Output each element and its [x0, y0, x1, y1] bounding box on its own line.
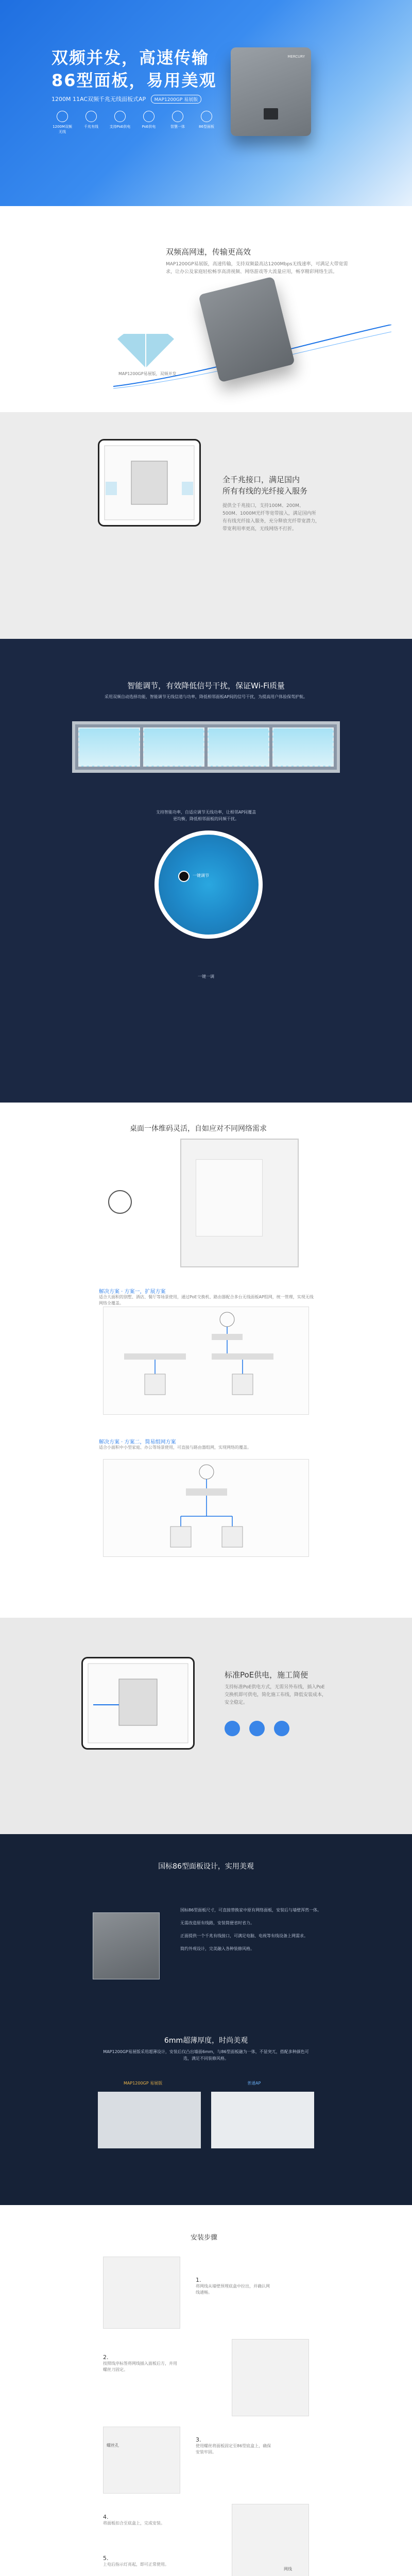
radar-center-icon: [178, 871, 190, 882]
hero-feature: [52, 111, 73, 134]
network-topology-diagram: [104, 1307, 310, 1415]
panel-note: 正面提供一个千兆有线接口，可满足电脑、电视等有线设备上网需求。: [180, 1934, 308, 1938]
step-text: 按照线序标签将网线插入面板后方，并用螺丝刀固定。: [103, 2361, 177, 2372]
install-section: [0, 2205, 412, 2576]
panel-illustration: [196, 1159, 263, 1236]
smart-adjust-bottom-label: 一键一调: [198, 974, 214, 979]
poe-section: [0, 1618, 412, 1834]
gigabit-device-illustration: [98, 439, 201, 527]
device-wall-graphic: [83, 1658, 193, 1748]
room-zone: [143, 727, 205, 767]
compare-label-left: MAP1200GP 易展版: [124, 2081, 163, 2086]
panel-device-image: [93, 1912, 160, 1979]
install-illustration: [232, 2339, 309, 2416]
ethernet-port-icon: [264, 108, 278, 120]
hero-feature: [167, 111, 188, 134]
step-text: 上电后指示灯亮起，即可正常使用。: [103, 2562, 169, 2567]
install-illustration: [103, 2427, 180, 2494]
scheme1-diagram: [103, 1307, 309, 1415]
install-step: [196, 2437, 273, 2455]
gigabit-heading: [222, 474, 307, 497]
hero-title: [52, 46, 217, 92]
thin-panel-compare-image: [98, 2092, 201, 2148]
dual-band-fan-icon: [117, 334, 174, 370]
compare-label-right: 普通AP: [247, 2081, 261, 2086]
panel-note: 简约外观设计，完美融入各种装修风格。: [180, 1946, 254, 1951]
cable-clip-icon: [108, 1190, 132, 1214]
scheme2-desc: 适合小面积中小型家庭、办公等场景使用，可直接与路由器组网，实现网络的覆盖。: [99, 1445, 251, 1450]
easy-install-icon: [274, 1721, 289, 1736]
wall-install-section: [0, 1103, 412, 1618]
step-number: 1.: [196, 2277, 201, 2283]
room-zone: [208, 727, 269, 767]
poe-icon: [225, 1721, 240, 1736]
cable-label: 网线: [284, 2567, 292, 2571]
gigabit-heading-line2: 所有有线的光纤接入服务: [222, 486, 308, 496]
smart-adjust-section: [0, 639, 412, 1103]
hero-feature-list: [52, 111, 217, 134]
install-step: [196, 2277, 273, 2296]
radar-label: 一键调节: [193, 873, 209, 878]
step-number: 4.: [103, 2514, 109, 2520]
step-number: 2.: [103, 2354, 109, 2361]
poe-device-illustration: [81, 1657, 195, 1750]
install-illustration: [103, 2257, 180, 2329]
wifi-icon: [57, 111, 68, 122]
hero-feature-label: 86型面板: [199, 125, 214, 129]
dual-band-body: MAP1200GP易展版，高速传输，支持双频最高达1200Mbps无线速率，可满足大带宽需求，让办公及家庭轻松畅享高清视频、网络游戏等大流量应用，畅享精彩网络生活。: [166, 262, 348, 275]
power-icon: [114, 111, 126, 122]
hero-feature: [80, 111, 102, 134]
ethernet-icon: [85, 111, 97, 122]
panel-design-heading: 国标86型面板设计，实用美观: [158, 1862, 254, 1871]
hero-feature: [138, 111, 160, 134]
step-text: 将面板扣合至底盒上，完成安装。: [103, 2521, 165, 2526]
wall-install-heading: 桌面一体维码灵活，自如应对不同网络需求: [130, 1125, 267, 1133]
scheme1-desc: 适合大面积的别墅、酒店、餐厅等场景使用，通过PoE交换机、路由器配合多台无线面板AP组网，统一管理，实现无线网络全覆盖。: [99, 1295, 314, 1306]
install-step: [103, 2514, 180, 2527]
install-step: [103, 2354, 180, 2373]
panel-note: 国标86型面板尺寸，可直接替换家中原有网络面板，安装后与墙壁浑然一体。: [180, 1908, 322, 1912]
dual-band-section: [0, 206, 412, 412]
hero-subtitle: [52, 95, 201, 104]
room-zone: [78, 727, 140, 767]
scheme2-title: 解决方案 · 方案二，简易组网方案: [99, 1439, 176, 1445]
hero-feature: [109, 111, 131, 134]
hero-feature-label: 支持PoE供电: [109, 125, 131, 129]
shield-icon: [249, 1721, 265, 1736]
scheme1-title: 解决方案 · 方案一，扩展方案: [99, 1289, 166, 1295]
install-illustration: [232, 2504, 309, 2576]
panel-note: 无需改造原有线路，安装简便省时省力。: [180, 1921, 254, 1925]
gigabit-heading-line1: 全千兆接口，满足国内: [222, 475, 300, 484]
gigabit-body: 提供全千兆接口，支持100M、200M、500M、1000M光纤等宽带接入，满足国内所有有线光纤接入服务，充分释放光纤带宽潜力，带宽利用率更高，无线网络不打折。: [222, 503, 320, 532]
install-heading: 安装步骤: [191, 2234, 218, 2242]
hero-feature-label: 智慧一体: [170, 125, 185, 129]
thin-design-heading: 6mm超薄厚度，时尚美观: [164, 2037, 248, 2045]
room-zone: [272, 727, 334, 767]
floorplan-rooms: [72, 721, 340, 773]
panel-design-notes: [180, 1906, 324, 1953]
hero-title-line2: 86型面板，易用美观: [52, 71, 217, 90]
radar-graphic: [154, 831, 263, 939]
hero-feature: [196, 111, 217, 134]
scheme2-diagram: [103, 1459, 309, 1557]
panel-icon: [201, 111, 212, 122]
panel-design-section: [0, 1834, 412, 2205]
device-brand-logo: MERCURY: [287, 55, 305, 59]
hero-subtitle-text: 1200M 11AC双频千兆无线面板式AP: [52, 96, 146, 103]
plug-icon: [143, 111, 154, 122]
smart-adjust-heading: 智能调节，有效降低信号干扰，保证Wi-Fi质量: [127, 681, 285, 690]
poe-heading: 标准PoE供电，施工简便: [225, 1670, 308, 1680]
step-number: 3.: [196, 2436, 201, 2443]
hero-feature-label: PoE供电: [142, 125, 156, 129]
hero-feature-label: 1200M双频无线: [53, 125, 72, 134]
smart-icon: [172, 111, 183, 122]
step-number: 5.: [103, 2555, 109, 2562]
install-step: [103, 2555, 180, 2568]
step-text: 使用螺丝将面板固定至86型底盒上，确保安装牢固。: [196, 2444, 271, 2454]
regular-ap-compare-image: [211, 2092, 314, 2148]
hero-feature-label: 千兆有线: [84, 125, 98, 129]
smart-adjust-body2: 支持智能功率，自适应调节无线功率，让相邻AP间覆盖更均衡，降低相邻面板的同频干扰。: [156, 810, 256, 821]
screw-label: 螺丝孔: [107, 2443, 119, 2448]
device-wall-graphic: [99, 440, 199, 525]
thin-design-body: MAP1200GP易展版采用超薄设计，安装后仅凸出墙面6mm，与86型面板融为一体，不显突兀，搭配多种颜色可选，满足不同装修风格。: [103, 2049, 309, 2061]
dual-band-caption: MAP1200GP易展版，双频并发: [118, 371, 177, 376]
gigabit-section: [0, 412, 412, 639]
dual-band-heading: 双频高网速，传输更高效: [166, 247, 251, 257]
hero-badge: MAP1200GP 易展版: [151, 95, 202, 104]
poe-body: 支持标准PoE供电方式，无需另外布线，插入PoE交换机即可供电，简化施工布线，降低安装成本，安全稳定。: [225, 1685, 327, 1705]
poe-icon-row: [225, 1721, 289, 1736]
smart-adjust-body: 采用双频自动选择功能，智能调节无线信道与功率，降低相邻面板AP间的信号干扰，为提高用户体验保驾护航。: [104, 694, 308, 699]
hero-device-image: [231, 47, 311, 136]
step-text: 将网线从墙壁预埋底盒中拉出，并确认网线通畅。: [196, 2284, 270, 2295]
network-topology-diagram: [104, 1460, 310, 1557]
hero-title-line1: 双频并发，高速传输: [52, 48, 210, 67]
hero-section: [0, 0, 412, 206]
